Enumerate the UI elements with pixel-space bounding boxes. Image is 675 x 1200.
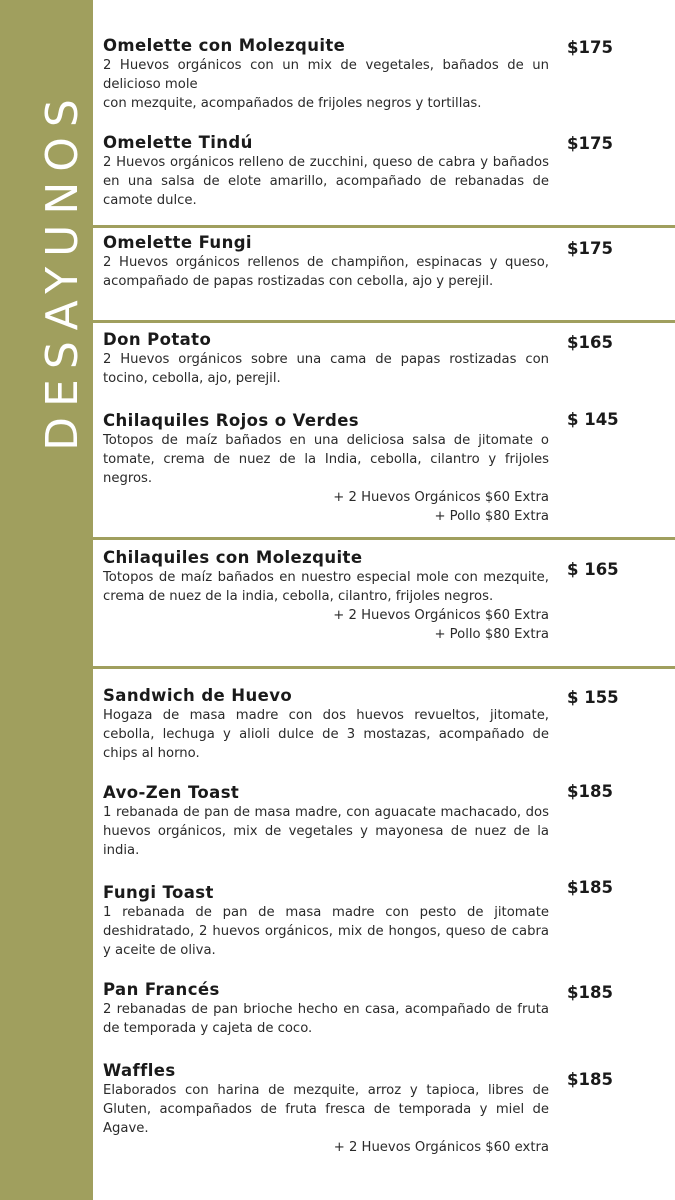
item-price: $175 [567,239,613,258]
item-name: Sandwich de Huevo [103,686,293,705]
menu-item [103,330,549,388]
divider [93,666,675,669]
item-name: Avo-Zen Toast [103,783,240,802]
menu-item [103,783,549,860]
item-name: Omelette Fungi [103,233,252,252]
menu-item [103,548,549,644]
item-extra: + 2 Huevos Orgánicos $60 Extra [333,490,549,505]
item-name: Don Potato [103,330,212,349]
item-price: $165 [567,333,613,352]
divider [93,320,675,323]
item-name: Waffles [103,1061,176,1080]
section-title: DESAYUNOS [37,89,88,451]
menu-item [103,133,549,210]
item-description: 2 Huevos orgánicos con un mix de vegetales, bañados de un delicioso mole [103,58,549,92]
item-description: Hogaza de masa madre con dos huevos revueltos, jitomate, cebolla, lechuga y alioli dulce de 3 mostazas, acompañado de chips al horno. [103,708,549,761]
menu-item [103,36,549,113]
item-description: 2 Huevos orgánicos rellenos de champiñon, espinacas y queso, acompañado de papas rostizadas con cebolla, ajo y perejil. [103,255,549,289]
item-extra: + Pollo $80 Extra [434,627,549,642]
item-description: Totopos de maíz bañados en una deliciosa salsa de jitomate o tomate, crema de nuez de la India, cebolla, cilantro y frijoles negros. [103,433,549,486]
menu-item [103,411,549,526]
item-price: $ 155 [567,688,619,707]
item-description: Elaborados con harina de mezquite, arroz y tapioca, libres de Gluten, acompañados de fruta fresca de temporada y miel de Agave. [103,1083,549,1136]
item-name: Fungi Toast [103,883,214,902]
menu-item [103,233,549,291]
menu-item [103,883,549,960]
menu-item [103,686,549,763]
item-description: Totopos de maíz bañados en nuestro especial mole con mezquite, crema de nuez de la india, cebolla, cilantro, frijoles negros. [103,570,549,604]
item-extra: + Pollo $80 Extra [434,509,549,524]
item-name: Pan Francés [103,980,220,999]
divider [93,225,675,228]
item-description: 1 rebanada de pan de masa madre con pesto de jitomate deshidratado, 2 huevos orgánicos, mix de hongos, queso de cabra y aceite de oliva. [103,905,549,958]
item-description: 1 rebanada de pan de masa madre, con aguacate machacado, dos huevos orgánicos, mix de vegetales y mayonesa de nuez de la india. [103,805,549,858]
item-extra: + 2 Huevos Orgánicos $60 extra [333,1140,549,1155]
divider [93,537,675,540]
item-name: Chilaquiles Rojos o Verdes [103,411,360,430]
item-description: 2 rebanadas de pan brioche hecho en casa, acompañado de fruta de temporada y cajeta de coco. [103,1002,549,1036]
item-price: $175 [567,134,613,153]
menu-item [103,1061,549,1157]
item-name: Omelette Tindú [103,133,253,152]
item-price: $ 145 [567,410,619,429]
item-description: 2 Huevos orgánicos sobre una cama de papas rostizadas con tocino, cebolla, ajo, perejil. [103,352,549,386]
item-description: 2 Huevos orgánicos relleno de zucchini, queso de cabra y bañados en una salsa de elote amarillo, acompañado de rebanadas de camote dulce. [103,155,549,208]
item-price: $185 [567,983,613,1002]
item-price: $175 [567,38,613,57]
item-price: $ 165 [567,560,619,579]
item-price: $185 [567,782,613,801]
menu-item [103,980,549,1038]
item-extra: + 2 Huevos Orgánicos $60 Extra [333,608,549,623]
item-price: $185 [567,1070,613,1089]
item-description: con mezquite, acompañados de frijoles negros y tortillas. [103,96,482,111]
item-name: Chilaquiles con Molezquite [103,548,363,567]
item-name: Omelette con Molezquite [103,36,346,55]
item-price: $185 [567,878,613,897]
